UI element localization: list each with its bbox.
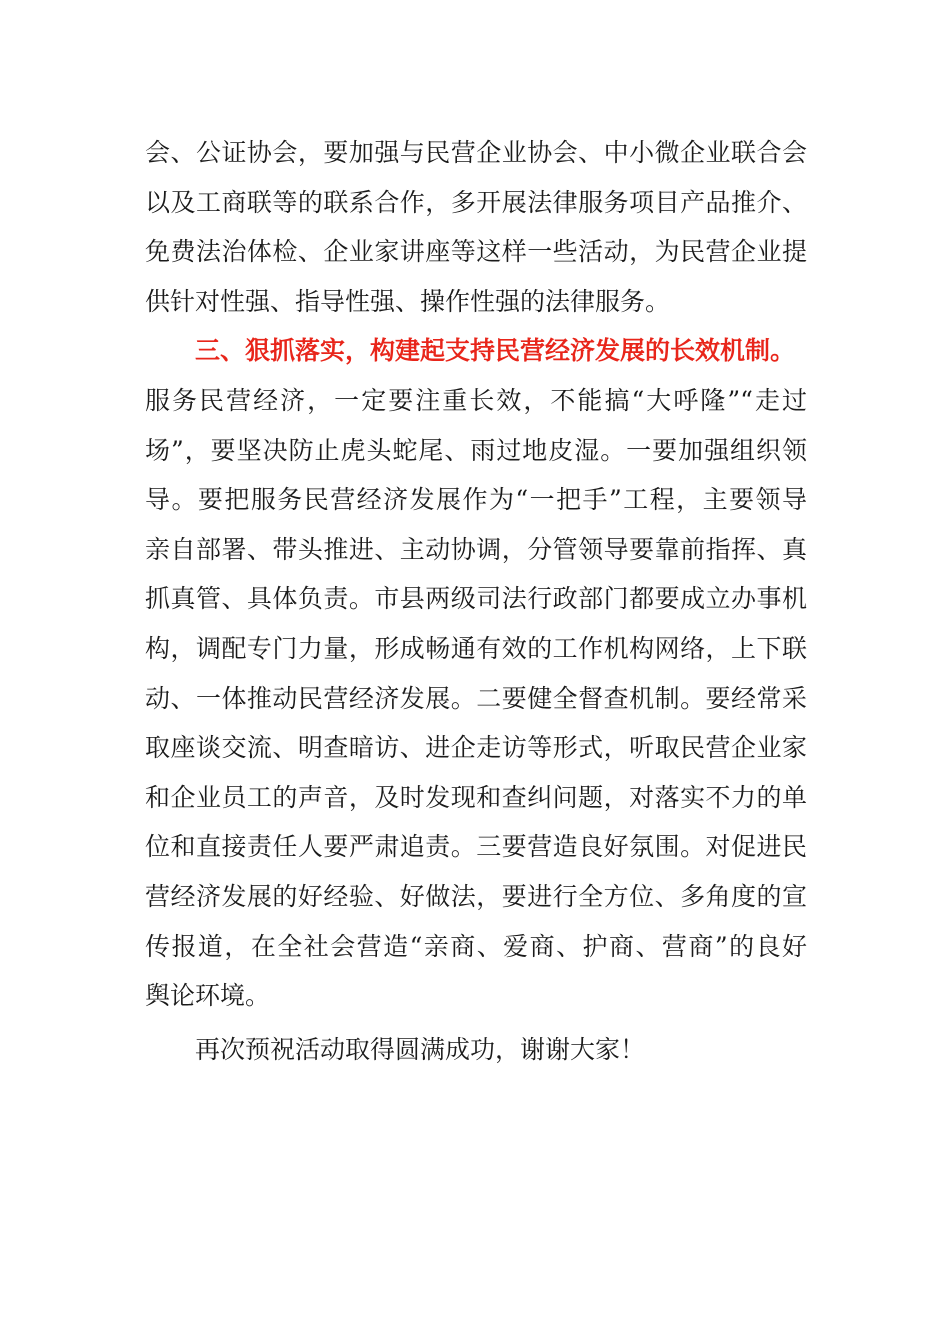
text-line: 亲自部署、带头推进、主动协调，分管领导要靠前指挥、真 <box>145 534 807 564</box>
paragraph-legal-services <box>145 128 807 326</box>
text-line: 服务民营经济，一定要注重长效，不能搞“大呼隆”“走过 <box>145 385 807 415</box>
text-line: 抓真管、具体负责。市县两级司法行政部门都要成立办事机 <box>145 584 807 614</box>
section-heading: 三、狠抓落实，构建起支持民营经济发展的长效机制。 <box>195 336 796 366</box>
text-line: 免费法治体检、企业家讲座等这样一些活动，为民营企业提 <box>145 237 807 267</box>
text-line: 取座谈交流、明查暗访、进企走访等形式，听取民营企业家 <box>145 733 807 763</box>
document-body <box>145 128 807 1074</box>
text-line: 舆论环境。 <box>145 981 271 1011</box>
text-line: 位和直接责任人要严肃追责。三要营造良好氛围。对促进民 <box>145 832 807 862</box>
text-line: 会、公证协会，要加强与民营企业协会、中小微企业联合会 <box>145 138 807 167</box>
section-heading-line <box>145 326 807 376</box>
text-line: 以及工商联等的联系合作，多开展法律服务项目产品推介、 <box>145 187 807 217</box>
text-line: 传报道，在全社会营造“亲商、爱商、护商、营商”的良好 <box>145 931 807 961</box>
text-line: 营经济发展的好经验、好做法，要进行全方位、多角度的宣 <box>145 881 807 911</box>
text-line: 导。要把服务民营经济发展作为“一把手”工程，主要领导 <box>145 485 807 515</box>
text-line: 供针对性强、指导性强、操作性强的法律服务。 <box>145 286 671 316</box>
text-line: 和企业员工的声音，及时发现和查纠问题，对落实不力的单 <box>145 782 807 812</box>
text-line: 场”，要坚决防止虎头蛇尾、雨过地皮湿。一要加强组织领 <box>145 435 807 465</box>
text-line: 构，调配专门力量，形成畅通有效的工作机构网络，上下联 <box>145 633 807 663</box>
section-3 <box>145 326 807 1020</box>
closing-remark: 再次预祝活动取得圆满成功，谢谢大家！ <box>195 1034 646 1064</box>
text-line: 动、一体推动民营经济发展。二要健全督查机制。要经常采 <box>145 683 807 713</box>
